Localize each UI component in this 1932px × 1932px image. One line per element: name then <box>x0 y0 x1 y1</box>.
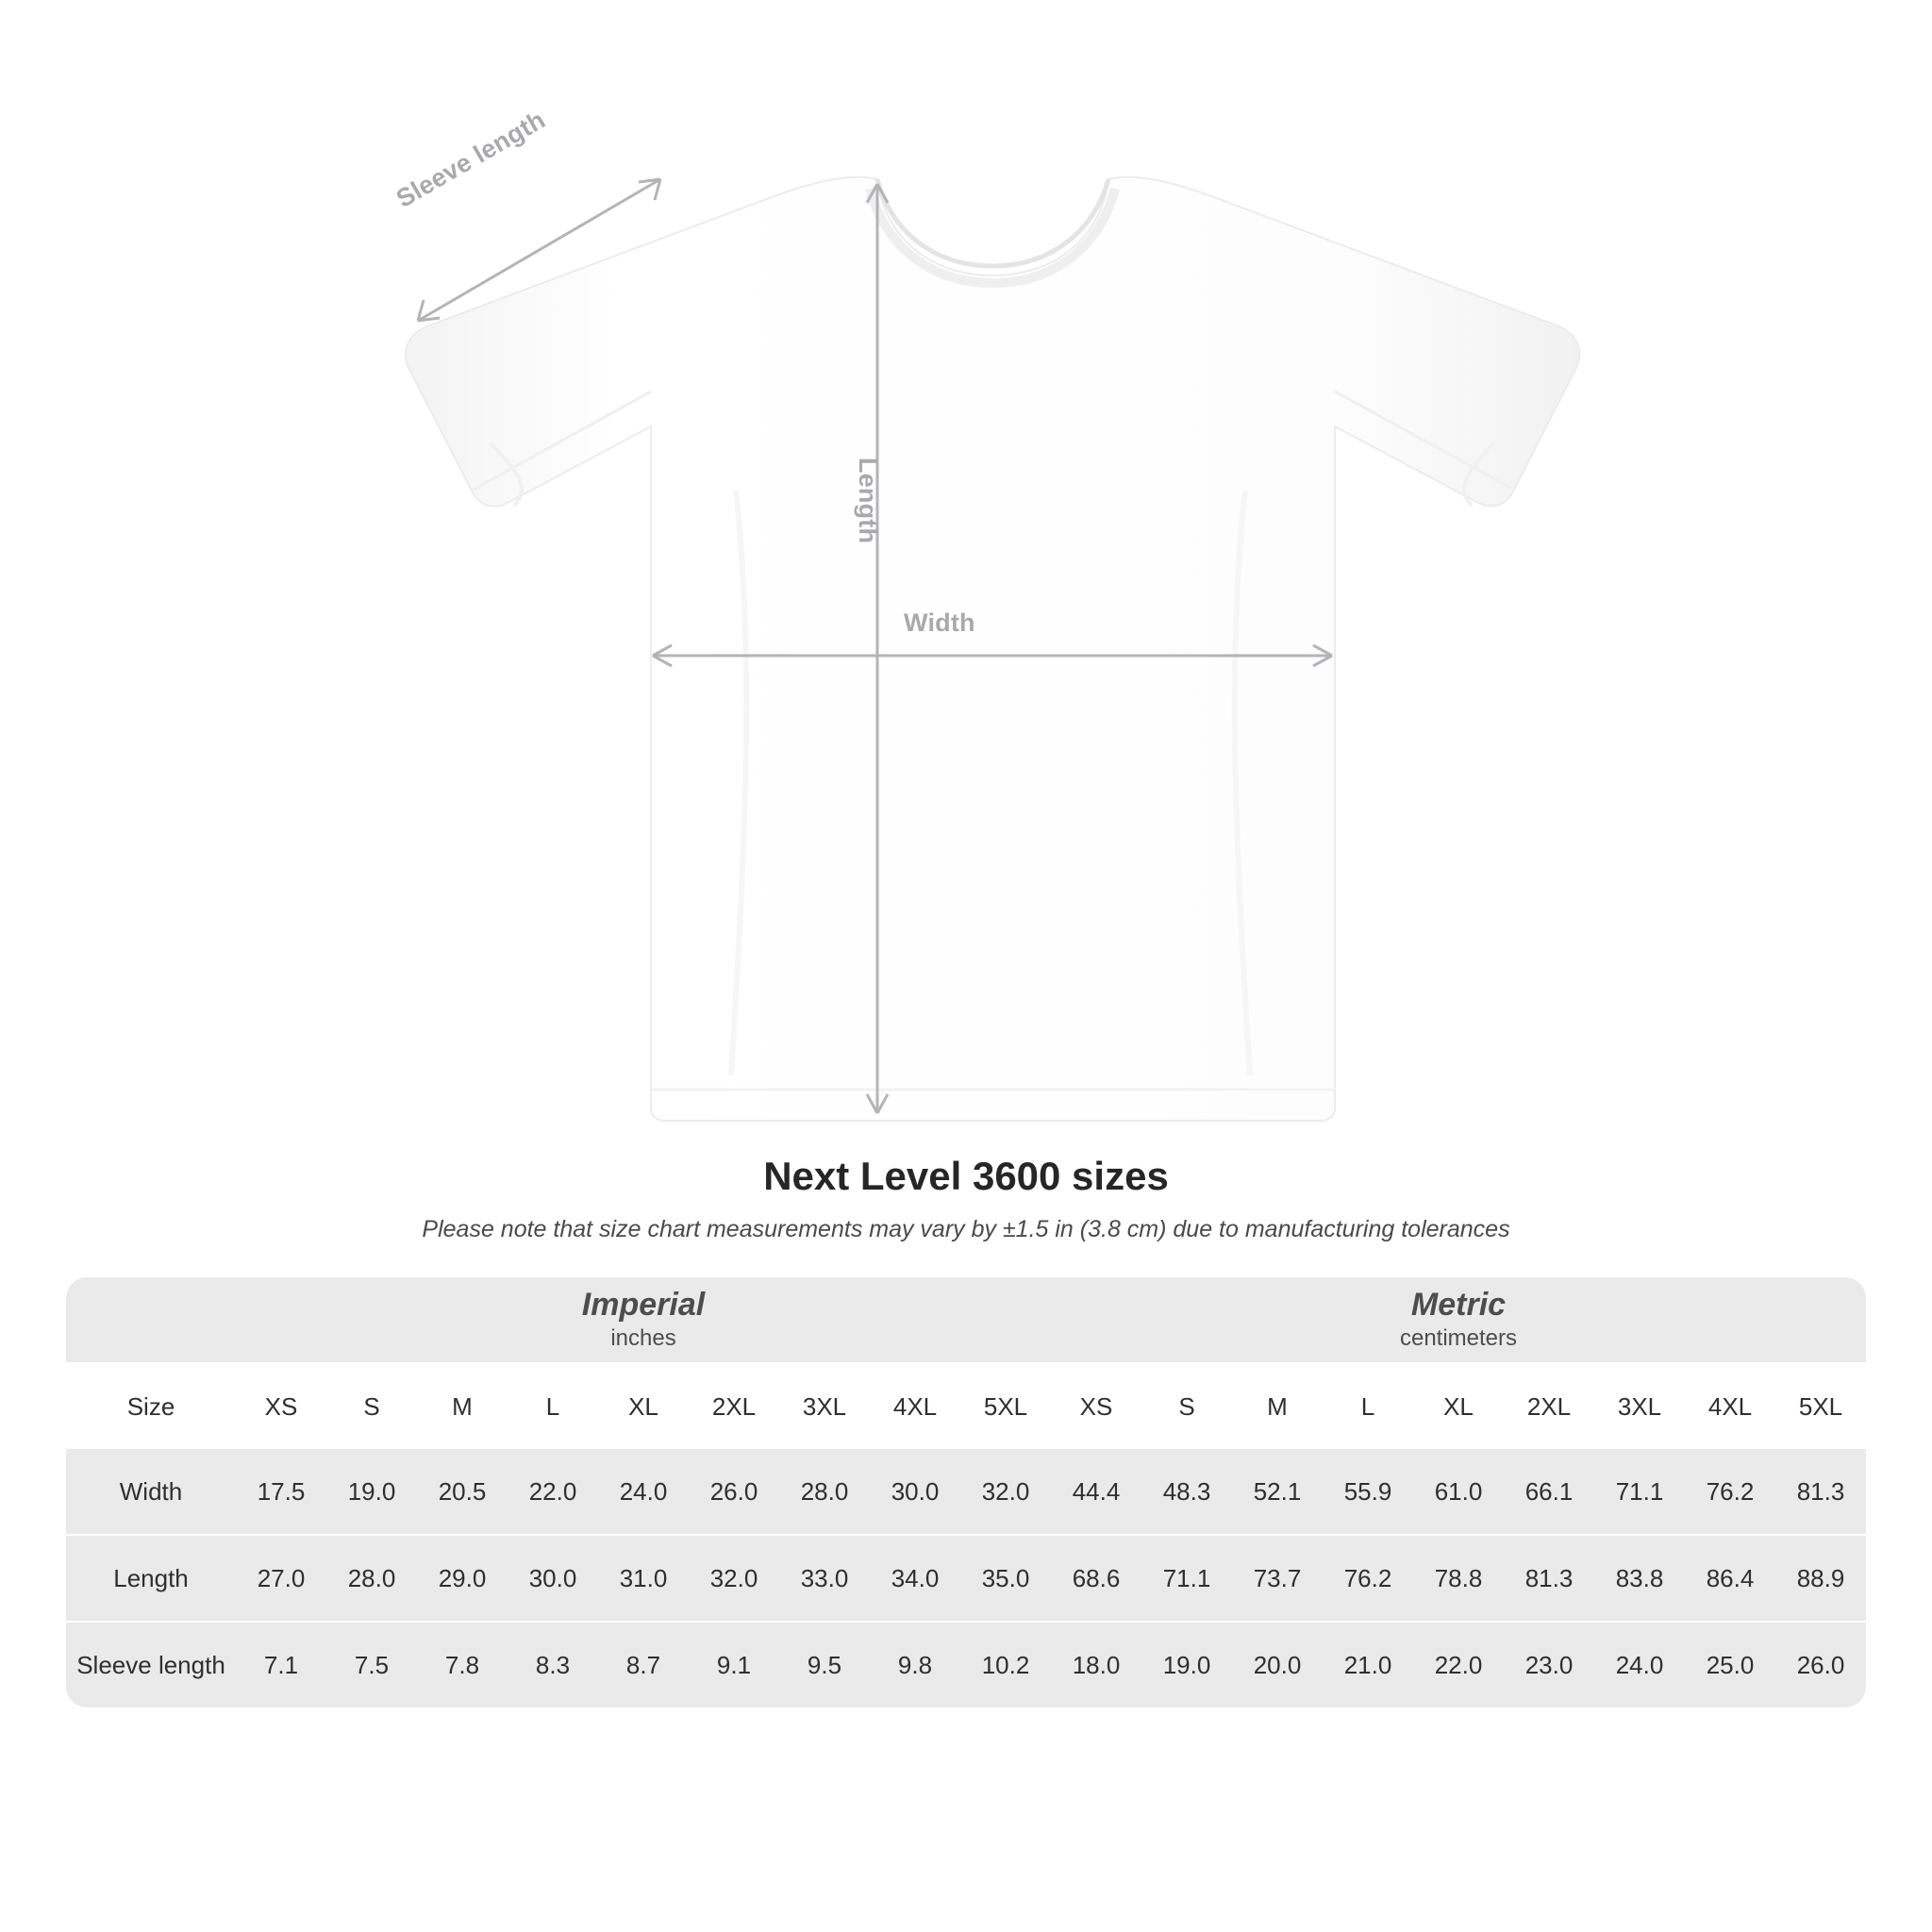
cell-sleeve-imperial-5xl: 10.2 <box>960 1622 1051 1707</box>
cell-length-metric-xs: 68.6 <box>1051 1535 1141 1622</box>
cell-length-metric-l: 76.2 <box>1323 1535 1413 1622</box>
cell-sleeve-metric-4xl: 25.0 <box>1685 1622 1775 1707</box>
cell-width-metric-4xl: 76.2 <box>1685 1449 1775 1535</box>
cell-width-metric-m: 52.1 <box>1232 1449 1323 1535</box>
cell-length-imperial-xs: 27.0 <box>236 1535 326 1622</box>
cell-width-imperial-s: 19.0 <box>326 1449 417 1535</box>
cell-length-imperial-2xl: 32.0 <box>689 1535 779 1622</box>
cell-width-metric-l: 55.9 <box>1323 1449 1413 1535</box>
col-header-metric-m: M <box>1232 1363 1323 1449</box>
cell-width-imperial-5xl: 32.0 <box>960 1449 1051 1535</box>
row-label-sleeve-length: Sleeve length <box>66 1622 236 1707</box>
length-label: Length <box>854 458 882 544</box>
cell-length-metric-xl: 78.8 <box>1413 1535 1504 1622</box>
cell-length-imperial-s: 28.0 <box>326 1535 417 1622</box>
col-header-metric-2xl: 2XL <box>1504 1363 1594 1449</box>
cell-sleeve-metric-s: 19.0 <box>1141 1622 1232 1707</box>
sleeve-length-label: Sleeve length <box>391 105 551 213</box>
cell-width-imperial-xs: 17.5 <box>236 1449 326 1535</box>
cell-width-metric-3xl: 71.1 <box>1594 1449 1685 1535</box>
cell-width-imperial-xl: 24.0 <box>598 1449 689 1535</box>
metric-unit: centimeters <box>1399 1324 1518 1351</box>
cell-width-imperial-3xl: 28.0 <box>779 1449 870 1535</box>
row-label-width: Width <box>66 1449 236 1535</box>
col-header-metric-4xl: 4XL <box>1685 1363 1775 1449</box>
cell-length-imperial-m: 29.0 <box>417 1535 508 1622</box>
col-header-imperial-l: L <box>508 1363 598 1449</box>
cell-sleeve-imperial-l: 8.3 <box>508 1622 598 1707</box>
col-header-imperial-xs: XS <box>236 1363 326 1449</box>
col-header-imperial-xl: XL <box>598 1363 689 1449</box>
imperial-title: Imperial <box>581 1286 706 1323</box>
cell-sleeve-imperial-2xl: 9.1 <box>689 1622 779 1707</box>
size-table <box>66 1277 1866 1707</box>
cell-length-imperial-5xl: 35.0 <box>960 1535 1051 1622</box>
metric-title: Metric <box>1410 1286 1507 1323</box>
cell-length-imperial-xl: 31.0 <box>598 1535 689 1622</box>
cell-width-metric-5xl: 81.3 <box>1775 1449 1866 1535</box>
cell-sleeve-imperial-xs: 7.1 <box>236 1622 326 1707</box>
row-label-length: Length <box>66 1535 236 1622</box>
width-label: Width <box>904 608 975 637</box>
cell-length-metric-3xl: 83.8 <box>1594 1535 1685 1622</box>
cell-width-metric-xl: 61.0 <box>1413 1449 1504 1535</box>
cell-sleeve-imperial-3xl: 9.5 <box>779 1622 870 1707</box>
cell-width-imperial-m: 20.5 <box>417 1449 508 1535</box>
cell-length-metric-m: 73.7 <box>1232 1535 1323 1622</box>
cell-sleeve-metric-2xl: 23.0 <box>1504 1622 1594 1707</box>
cell-sleeve-metric-xl: 22.0 <box>1413 1622 1504 1707</box>
col-header-metric-l: L <box>1323 1363 1413 1449</box>
col-header-imperial-5xl: 5XL <box>960 1363 1051 1449</box>
table-row <box>66 1622 1866 1707</box>
cell-length-imperial-3xl: 33.0 <box>779 1535 870 1622</box>
cell-width-metric-2xl: 66.1 <box>1504 1449 1594 1535</box>
cell-width-imperial-4xl: 30.0 <box>870 1449 960 1535</box>
table-row <box>66 1449 1866 1535</box>
page-title: Next Level 3600 sizes <box>763 1154 1169 1198</box>
cell-length-metric-2xl: 81.3 <box>1504 1535 1594 1622</box>
system-row-spacer <box>66 1277 236 1363</box>
cell-sleeve-imperial-m: 7.8 <box>417 1622 508 1707</box>
col-header-imperial-2xl: 2XL <box>689 1363 779 1449</box>
cell-width-metric-xs: 44.4 <box>1051 1449 1141 1535</box>
measurement-system-row <box>66 1277 1866 1363</box>
size-table-wrapper <box>66 1277 1866 1707</box>
imperial-unit: inches <box>610 1324 676 1351</box>
cell-width-imperial-l: 22.0 <box>508 1449 598 1535</box>
cell-width-imperial-2xl: 26.0 <box>689 1449 779 1535</box>
cell-sleeve-metric-l: 21.0 <box>1323 1622 1413 1707</box>
col-header-imperial-m: M <box>417 1363 508 1449</box>
cell-sleeve-imperial-s: 7.5 <box>326 1622 417 1707</box>
tolerance-note: Please note that size chart measurements may vary by ±1.5 in (3.8 cm) due to manufacturing tolerances <box>422 1216 1510 1242</box>
cell-sleeve-imperial-xl: 8.7 <box>598 1622 689 1707</box>
size-header-cell: Size <box>66 1363 236 1449</box>
cell-sleeve-metric-5xl: 26.0 <box>1775 1622 1866 1707</box>
cell-width-metric-s: 48.3 <box>1141 1449 1232 1535</box>
tshirt-shape <box>406 177 1580 1121</box>
col-header-imperial-3xl: 3XL <box>779 1363 870 1449</box>
cell-length-imperial-l: 30.0 <box>508 1535 598 1622</box>
col-header-metric-3xl: 3XL <box>1594 1363 1685 1449</box>
cell-sleeve-metric-xs: 18.0 <box>1051 1622 1141 1707</box>
size-header-row <box>66 1363 1866 1449</box>
cell-length-metric-s: 71.1 <box>1141 1535 1232 1622</box>
cell-sleeve-metric-3xl: 24.0 <box>1594 1622 1685 1707</box>
col-header-imperial-s: S <box>326 1363 417 1449</box>
col-header-metric-5xl: 5XL <box>1775 1363 1866 1449</box>
col-header-metric-s: S <box>1141 1363 1232 1449</box>
col-header-imperial-4xl: 4XL <box>870 1363 960 1449</box>
cell-sleeve-metric-m: 20.0 <box>1232 1622 1323 1707</box>
col-header-metric-xs: XS <box>1051 1363 1141 1449</box>
cell-sleeve-imperial-4xl: 9.8 <box>870 1622 960 1707</box>
cell-length-metric-4xl: 86.4 <box>1685 1535 1775 1622</box>
cell-length-imperial-4xl: 34.0 <box>870 1535 960 1622</box>
imperial-system-header <box>236 1277 1051 1363</box>
metric-system-header <box>1051 1277 1866 1363</box>
col-header-metric-xl: XL <box>1413 1363 1504 1449</box>
table-row <box>66 1535 1866 1622</box>
heading-block <box>0 1154 1932 1243</box>
cell-length-metric-5xl: 88.9 <box>1775 1535 1866 1622</box>
